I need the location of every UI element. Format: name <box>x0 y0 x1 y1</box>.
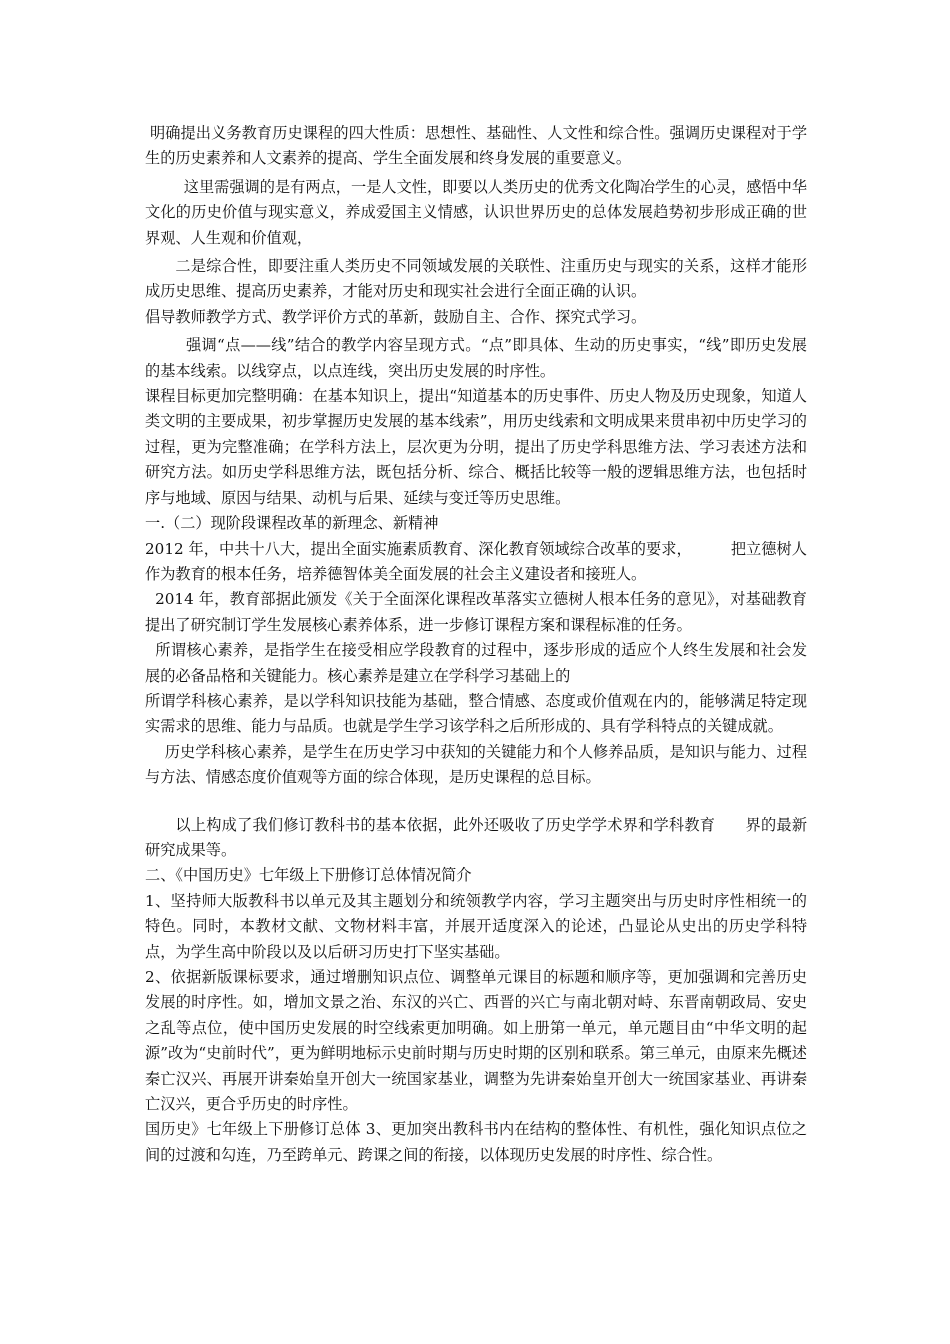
paragraph-subject-literacy: 所谓学科核心素养，是以学科知识技能为基础，整合情感、态度或价值观在内的，能够满足特定现实需求的思维、能力与品质。也就是学生学习该学科之后所形成的、具有学科特点的关键成就。 <box>145 691 807 736</box>
paragraph-comprehensive: 二是综合性，即要注重人类历史不同领域发展的关联性、注重历史与现实的关系，这样才能形成历史思维、提高历史素养，才能对历史和现实社会进行全面正确的认识。 <box>145 257 808 301</box>
blank-line <box>145 791 807 813</box>
paragraph-history-literacy: 历史学科核心素养，是学生在历史学习中获知的关键能力和个人修养品质，是知识与能力、过程与方法、情感态度价值观等方面的综合体现，是历史课程的总目标。 <box>145 742 808 787</box>
section-heading-new-ideas: 一.（二）现阶段课程改革的新理念、新精神 <box>145 514 439 533</box>
paragraph-point-1: 1、坚持师大版教科书以单元及其主题划分和统领教学内容，学习主题突出与历史时序性相统一的特色。同时，本教材文献、文物材料丰富，并展开适度深入的论述，凸显论从史出的历史学科特点，为学生高中阶段以及以后研习历史打下坚实基础。 <box>145 891 807 961</box>
paragraph-core-literacy: 所谓核心素养，是指学生在接受相应学段教育的过程中，逐步形成的适应个人终生发展和社会发展的必备品格和关键能力。核心素养是建立在学科学习基础上的 <box>145 641 808 685</box>
paragraph-point-3: 国历史》七年级上下册修订总体 3、更加突出教科书内在结构的整体性、有机性，强化知识点位之间的过渡和勾连，乃至跨单元、跨课之间的衔接，以体现历史发展的时序性、综合性。 <box>145 1120 807 1164</box>
paragraph-point-line: 强调“点——线”结合的教学内容呈现方式。“点”即具体、生动的历史事实，“线”即历史发展的基本线索。以线穿点，以点连线，突出历史发展的时序性。 <box>145 336 807 380</box>
paragraph-2012: 2012 年，中共十八大，提出全面实施素质教育、深化教育领域综合改革的要求， 把立德树人作为教育的根本任务，培养德智体美全面发展的社会主义建设者和接班人。 <box>145 539 807 583</box>
document-body <box>145 121 807 1168</box>
paragraph-point-2: 2、依据新版课标要求，通过增删知识点位、调整单元课目的标题和顺序等，更加强调和完善历史发展的时序性。如，增加文景之治、东汉的兴亡、西晋的兴亡与南北朝对峙、东晋南朝政局、安史之乱等点位，使中国历史发展的时空线索更加明确。如上册第一单元，单元题目由“中华文明的起源”改为“史前时代”，更为鲜明地标示史前时期与历史时期的区别和联系。第三单元，由原来先概述秦亡汉兴、再展开讲秦始皇开创大一统国家基业，调整为先讲秦始皇开创大一统国家基业、再讲秦亡汉兴，更合乎历史的时序性。 <box>145 968 807 1114</box>
paragraph-humanistic: 这里需强调的是有两点，一是人文性，即要以人类历史的优秀文化陶冶学生的心灵，感悟中华文化的历史价值与现实意义，养成爱国主义情感，认识世界历史的总体发展趋势初步形成正确的世界观、人生观和价值观， <box>145 177 808 247</box>
paragraph-2014: 2014 年，教育部据此颁发《关于全面深化课程改革落实立德树人根本任务的意见》，对基础教育提出了研究制订学生发展核心素养体系，进一步修订课程方案和课程标准的任务。 <box>145 590 807 634</box>
paragraph-teaching-reform: 倡导教师教学方式、教学评价方式的革新，鼓励自主、合作、探究式学习。 <box>145 307 647 326</box>
section-heading-revision-overview: 二、《中国历史》七年级上下册修订总体情况简介 <box>145 866 472 885</box>
paragraph-revision-basis: 以上构成了我们修订教科书的基本依据，此外还吸收了历史学学术界和学科教育 界的最新研究成果等。 <box>145 815 808 859</box>
paragraph-course-goals: 课程目标更加完整明确：在基本知识上，提出“知道基本的历史事件、历史人物及历史现象，知道人类文明的主要成果，初步掌握历史发展的基本线索”，用历史线索和文明成果来贯串初中历史学习的过程，更为完整准确；在学科方法上，层次更为分明，提出了历史学科思维方法、学习表述方法和研究方法。如历史学科思维方法，既包括分析、综合、概括比较等一般的逻辑思维方法，也包括时序与地域、原因与结果、动机与后果、延续与变迁等历史思维。 <box>145 387 807 507</box>
paragraph-course-nature: 明确提出义务教育历史课程的四大性质：思想性、基础性、人文性和综合性。强调历史课程对于学生的历史素养和人文素养的提高、学生全面发展和终身发展的重要意义。 <box>145 124 808 168</box>
